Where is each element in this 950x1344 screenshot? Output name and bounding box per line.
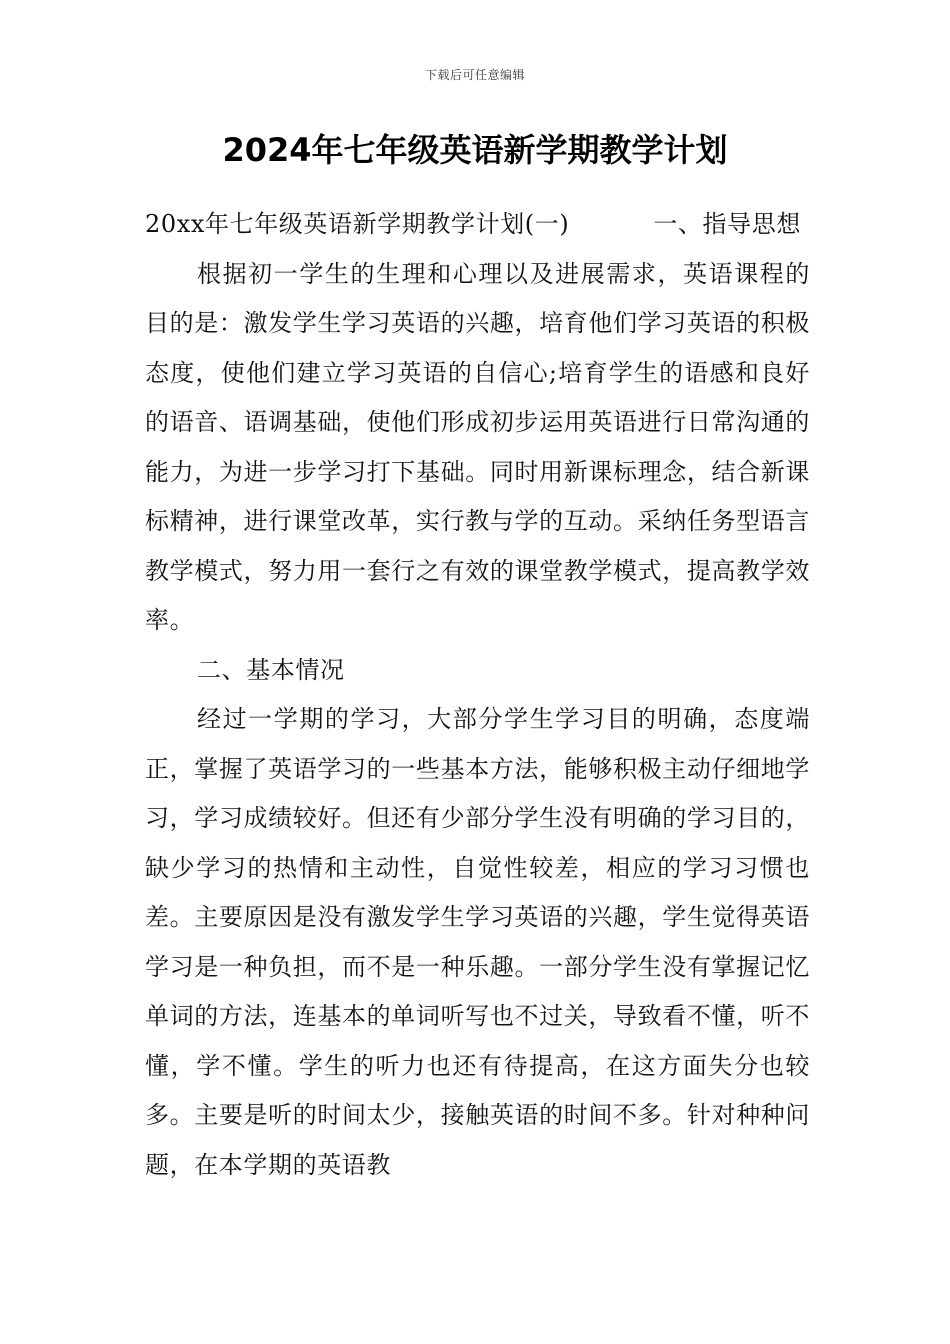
document-body [145,200,810,1190]
subtitle-line [145,200,810,250]
section1-paragraph: 根据初一学生的生理和心理以及进展需求，英语课程的目的是：激发学生学习英语的兴趣，培育他们学习英语的积极态度，使他们建立学习英语的自信心;培育学生的语感和良好的语音、语调基础，使他们形成初步运用英语进行日常沟通的能力，为进一步学习打下基础。同时用新课标理念，结合新课标精神，进行课堂改革，实行教与学的互动。采纳任务型语言教学模式，努力用一套行之有效的课堂教学模式，提高教学效率。 [145,259,810,634]
subtitle: 20xx年七年级英语新学期教学计划(一) [145,210,570,238]
section2-paragraph: 经过一学期的学习，大部分学生学习目的明确，态度端正，掌握了英语学习的一些基本方法，能够积极主动仔细地学习，学习成绩较好。但还有少部分学生没有明确的学习目的，缺少学习的热情和主动性，自觉性较差，相应的学习习惯也差。主要原因是没有激发学生学习英语的兴趣，学生觉得英语学习是一种负担，而不是一种乐趣。一部分学生没有掌握记忆单词的方法，连基本的单词听写也不过关，导致看不懂，听不懂，学不懂。学生的听力也还有待提高，在这方面失分也较多。主要是听的时间太少，接触英语的时间不多。针对种种问题，在本学期的英语教 [145,705,810,1179]
section2-heading: 二、基本情况 [197,655,345,684]
document-title: 2024年七年级英语新学期教学计划 [222,131,728,169]
header-note: 下载后可任意编辑 [424,68,525,82]
section1-heading: 一、指导思想 [653,210,801,238]
spacer [569,200,653,250]
